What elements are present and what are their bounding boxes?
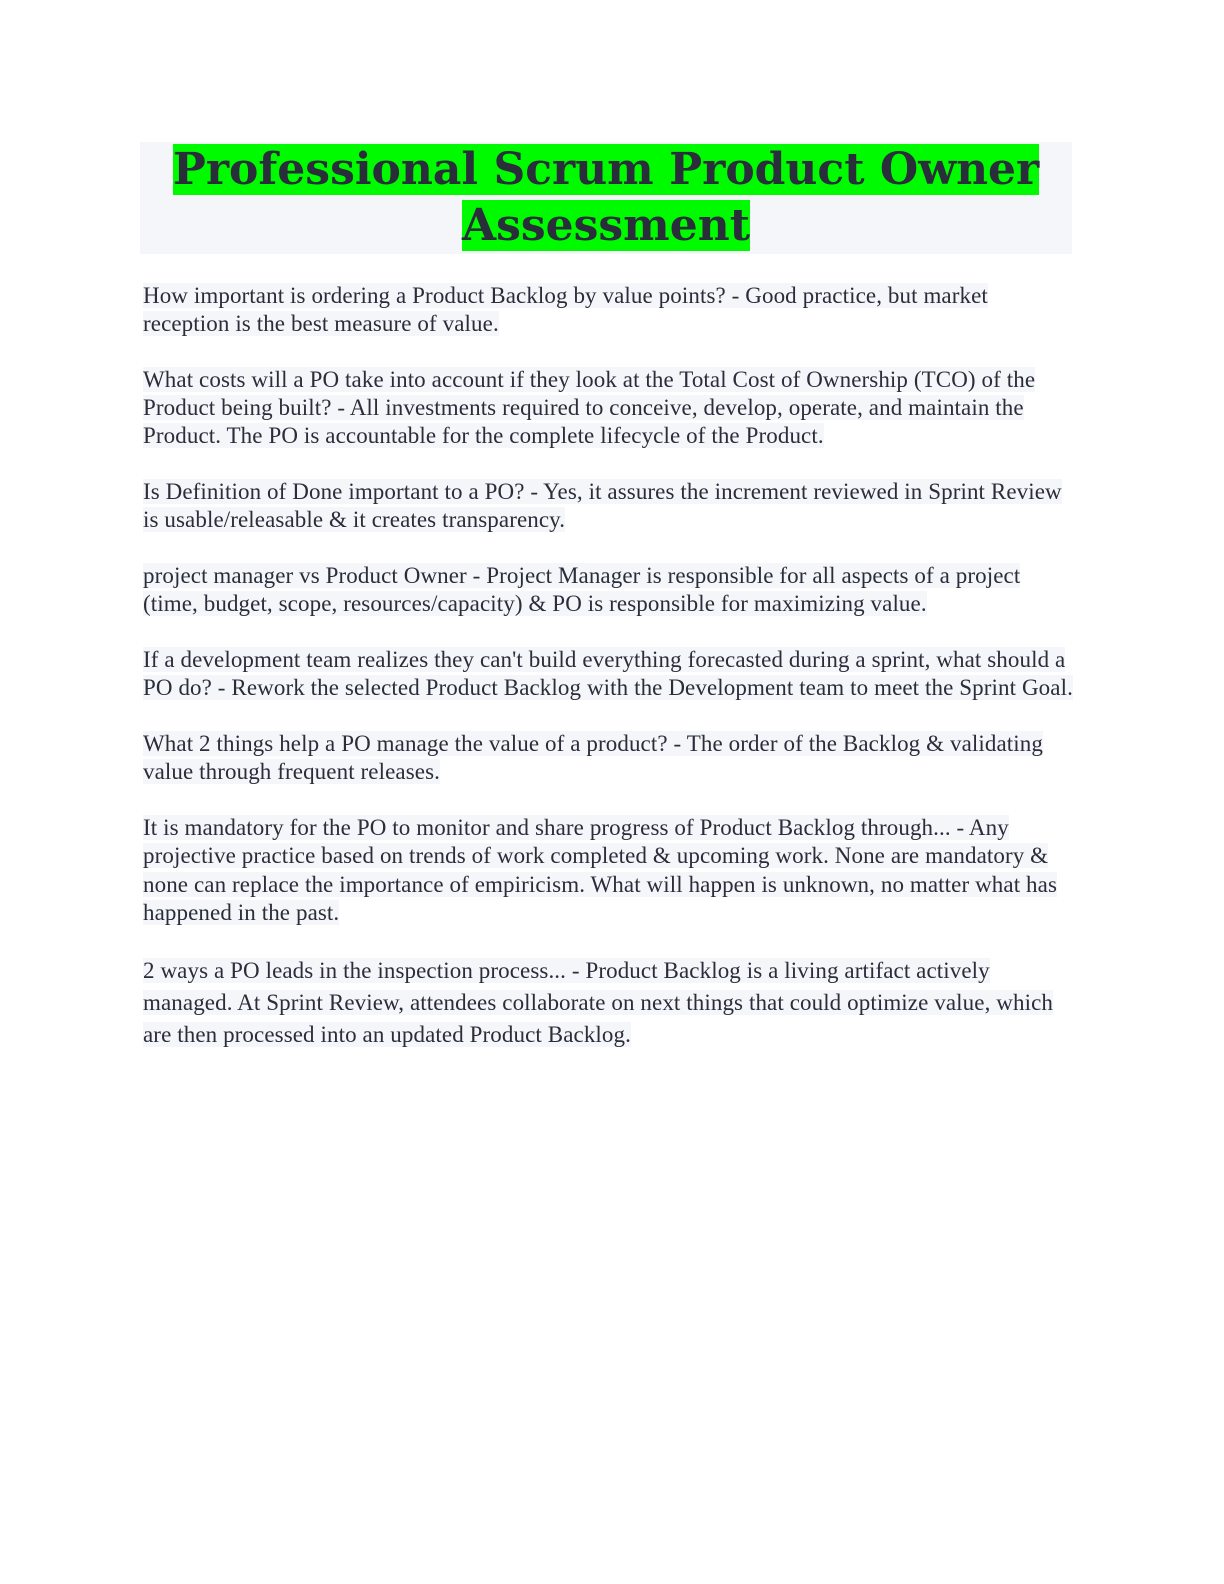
qa-list [143,282,1078,1078]
qa-item-6 [143,730,1078,786]
qa-item-5 [143,646,1078,702]
qa-text: project manager vs Product Owner - Project Manager is responsible for all aspects of a project (time, budget, scope, resources/capacity) & PO is responsible for maximizing value. [143,563,1021,617]
page-title-highlight: Professional Scrum Product Owner Assessment [172,144,1040,251]
qa-text: Is Definition of Done important to a PO? - Yes, it assures the increment reviewed in Sprint Review is usable/releasable & it creates transparency. [143,479,1062,533]
qa-text: If a development team realizes they can't build everything forecasted during a sprint, what should a PO do? - Rework the selected Product Backlog with the Development team to meet the Sprint Goal. [143,647,1073,701]
title-block [140,142,1072,254]
qa-text: How important is ordering a Product Backlog by value points? - Good practice, but market reception is the best measure of value. [143,283,988,337]
qa-text: What 2 things help a PO manage the value of a product? - The order of the Backlog & validating value through frequent releases. [143,731,1043,785]
qa-item-8 [143,955,1078,1051]
qa-item-2 [143,366,1078,451]
qa-item-1 [143,282,1078,338]
qa-text: 2 ways a PO leads in the inspection process... - Product Backlog is a living artifact actively managed. At Sprint Review, attendees collaborate on next things that could optimize value, which are then processed into an updated Product Backlog. [143,957,1053,1047]
qa-item-3 [143,478,1078,534]
qa-text: It is mandatory for the PO to monitor and share progress of Product Backlog through... - Any projective practice based on trends of work completed & upcoming work. None are mandatory & none can replace the importance of empiricism. What will happen is unknown, no matter what has happened in the past. [143,815,1058,925]
qa-item-7 [143,814,1078,927]
qa-item-4 [143,562,1078,618]
qa-text: What costs will a PO take into account if they look at the Total Cost of Ownership (TCO) of the Product being built? - All investments required to conceive, develop, operate, and maintain the Product. The PO is accountable for the complete lifecycle of the Product. [143,367,1036,449]
page-title [140,142,1072,254]
